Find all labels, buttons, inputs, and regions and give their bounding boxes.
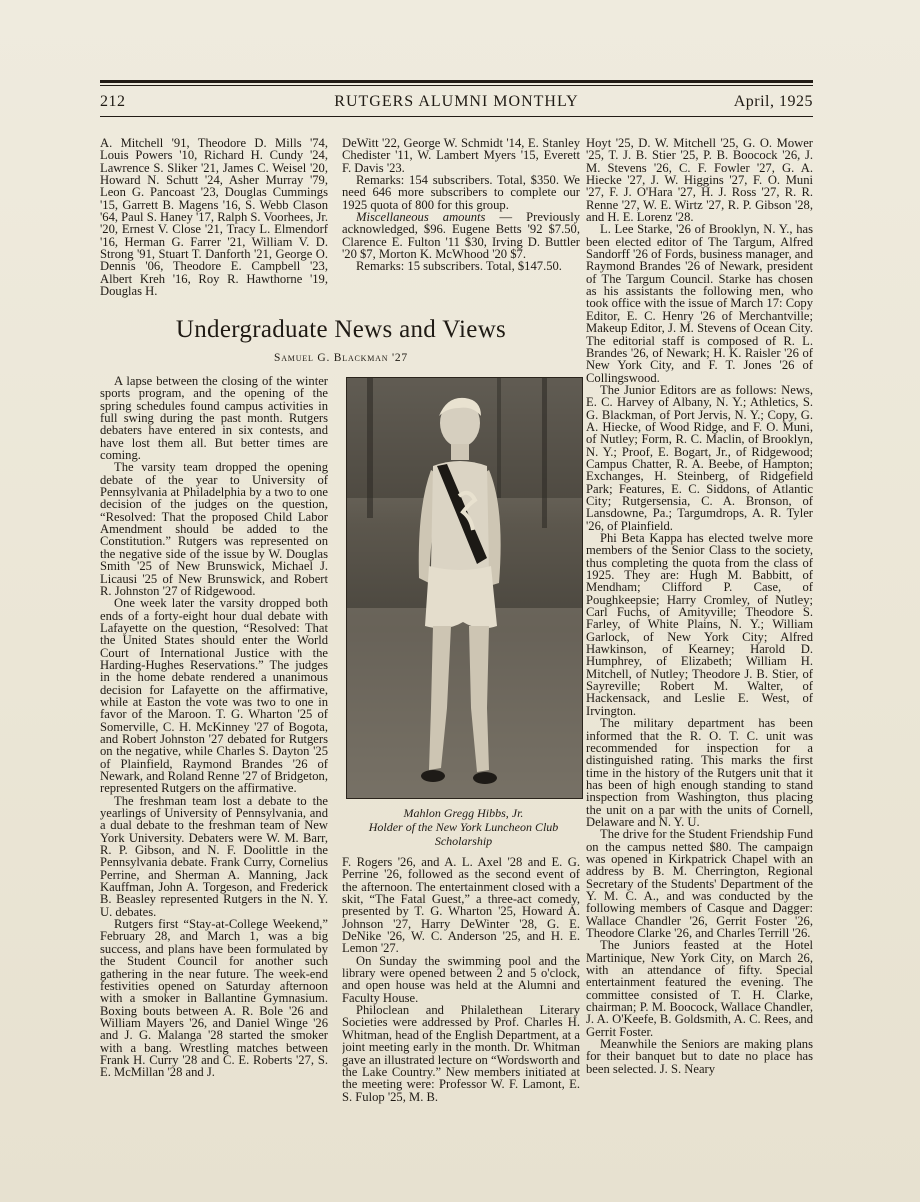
article-paragraph: On Sunday the swimming pool and the library were opened between 2 and 5 o'clock, and open house was held at the Alumni and Faculty House. [342,953,580,1005]
header-rule-thin [100,85,813,86]
article-paragraph: The drive for the Student Friendship Fund on the campus netted $80. The campaign was opened in Kirkpatrick Chapel with an address by B. M. Cherrington, Regional Secretary of the Students' Department of the Y. M. C. A., and was conducted by the following members of Casque and Dagger: Wallace Chandler '26, Gerrit Foster '26, Theodore Clarke '26, and Charles Terrill '26. [586,827,813,940]
caption-description: Holder of the New York Luncheon Club Scholarship [368,820,559,848]
article-paragraph: Hoyt '25, D. W. Mitchell '25, G. O. Mower '25, T. J. B. Stier '25, P. B. Boocock '26, J. M. Stevens '26, C. F. Fowler '27, G. A. Hiecke '27, J. W. Higgins '27, F. O. Muni '27, F. J. O'Hara '27, H. J. Ross '27, R. R. Renne '27, W. E. Wirtz '27, R. P. Gibson '28, and H. E. Lorenz '28. [586,137,813,225]
article-paragraph: The Juniors feasted at the Hotel Martinique, New York City, on March 26, with an attendance of fifty. Special entertainment featured the evening. The committee consisted of T. H. Clarke, chairman; P. M. Boocock, Wallace Chandler, J. A. O'Keefe, B. Goldsmith, A. C. Rees, and Gerrit Foster. [586,938,813,1039]
article-paragraph: The varsity team dropped the opening debate of the year to University of Pennsylvania at Philadelphia by a two to one decision of the judges on the question, “Resolved: That the proposed Child Labor Amendment should be added to the Constitution.” Rutgers was represented on the negative side of the issue by W. Douglas Smith '25 of New Brunswick, Michael J. Licausi '25 of New Brunswick, and Robert R. Johnston '27 of Ridgewood. [100,460,328,598]
article-paragraph: Meanwhile the Seniors are making plans for their banquet but to date no place has been selected. J. S. Neary [586,1037,813,1076]
col1-continued-list [100,137,328,305]
article-byline: Samuel G. Blackman '27 [274,352,408,364]
remarks-2: Remarks: 15 subscribers. Total, $147.50. [356,259,562,274]
col2-continued-list [342,137,580,305]
article-paragraph: One week later the varsity dropped both ends of a forty-eight hour dual debate with Lafayette on the question, “Resolved: That the United States should enter the World Court of International Justice with the Harding-Hughes Reservations.” The judges in the home debate rendered a unanimous decision for Lafayette on the affirmative, while at Easton the vote was two to one in favor of the Maroon. T. G. Wharton '25 of Somerville, C. H. McKinney '27 of Bogota, and Robert Johnston '27 debated for Rutgers on the negative, while Charles S. Dayton '25 of Plainfield, Raymond Brandes '26 of Newark, and Roland Renne '27 of Bridgeton, represented Rutgers on the affirmative. [100,596,328,796]
athlete-photo-illustration [347,378,582,798]
col1-article [100,375,328,1142]
subscriber-names-cont: DeWitt '22, George W. Schmidt '14, E. Stanley Chedister '11, W. Lambert Myers '15, Everett F. Davis '23. [342,137,580,175]
journal-title: RUTGERS ALUMNI MONTHLY [334,93,579,110]
athlete-photo [346,377,583,799]
caption-name: Mahlon Gregg Hibbs, Jr. [403,806,524,820]
article-paragraph: Phi Beta Kappa has elected twelve more members of the Senior Class to the society, thus completing the quota from the class of 1925. They are: Hugh M. Babbitt, of Mendham; Clifford P. Case, of Poughkeepsie; Harry Cromley, of Nutley; Carl Fuchs, of Amityville; Theodore S. Farley, of White Plains, N. Y.; William Garlock, of New York City; Alfred Hawkinson, of Kearney; Harold D. Humphrey, of Elizabeth; William H. Mitchell, of Nutley; Theodore J. B. Stier, of Sayreville; Robert M. Walter, of Hackensack, and Leslie E. West, of Irvington. [586,531,813,718]
article-paragraph: The Junior Editors are as follows: News, E. C. Harvey of Albany, N. Y.; Athletics, S. G. Blackman, of Port Jervis, N. Y.; Copy, G. A. Hiecke, of Wood Ridge, and F. O. Muni, of Nutley; Form, R. C. Maclin, of Brooklyn, N. Y.; Proof, E. Bogart, Jr., of Ridgewood; Campus Chatter, R. A. Beebe, of Hampton; Exchanges, H. Steinberg, of Ridgefield Park; Features, E. C. Siddons, of Atlantic City; Rutgersensia, C. A. Bronson, of Lansdowne, Pa.; Targumdrops, A. R. Tyler '26, of Plainfield. [586,382,813,533]
misc-label: Miscellaneous amounts [356,210,486,225]
col3-article [586,137,813,1142]
page-number: 212 [100,93,126,110]
article-paragraph: Philoclean and Philalethean Literary Societies were addressed by Prof. Charles H. Whitman, head of the English Department, at a joint meeting early in the month. Dr. Whitman gave an illustrated lecture on “Wordsworth and the Lake Country.” New members initiated at the meeting were: Professor W. F. Lamont, E. S. Fulop '25, M. B. [342,1003,580,1104]
article-title: Undergraduate News and Views [175,316,507,343]
photo-caption [346,806,581,848]
col2-article [342,856,580,1142]
misc-amounts [342,211,580,260]
subscriber-names: A. Mitchell '91, Theodore D. Mills '74, Louis Powers '10, Richard H. Cundy '24, Lawrence S. Sliker '21, James C. Weisel '20, Howard N. Schutt '24, Asher Murray '79, Leon G. Pancoast '23, Douglas Cummings '15, Garrett B. Magens '16, S. Webb Clason '64, Paul S. Haney '17, Ralph S. Voorhees, Jr. '20, Ernest V. Close '21, Tracy L. Elmendorf '16, Herman G. Farrer '21, William V. D. Strong '91, Stuart T. Danforth '21, George O. Dennis '06, Theodore E. Campbell '23, Albert Kreh '16, Roy R. Hawthorne '19, Douglas H. [100,137,328,299]
remarks-1: Remarks: 154 subscribers. Total, $350. We need 646 more subscribers to complete our 1925 quota of 800 for this group. [342,173,580,212]
article-paragraph: Rutgers first “Stay-at-College Weekend,” February 28, and March 1, was a big success, and plans have been formulated by the Student Council for another such gathering in the near future. The week-end festivities opened on Saturday afternoon with a smoker in Ballantine Gymnasium. Boxing bouts between A. R. Bole '26 and William Mayers '26, and Daniel Winge '26 and J. G. Malanga '28 started the smoker with a bang. Wrestling matches between Frank H. Curry '28 and C. E. Roberts '27, S. E. McMillan '28 and J. [100,917,328,1080]
article-paragraph: The military department has been informed that the R. O. T. C. unit was recommended for inspection for a distinguished rating. This marks the first time in the history of the Rutgers unit that it has been of high enough standing to stand inspection from Washington, thus placing the unit on a par with the units of Cornell, Delaware and N. Y. U. [586,716,813,829]
issue-date: April, 1925 [733,93,813,110]
article-paragraph: The freshman team lost a debate to the yearlings of University of Pennsylvania, and a dual debate to the freshman team of New York University. Debaters were W. M. Barr, R. P. Gibson, and N. F. Doolittle in the Pennsylvania debate. Frank Curry, Cornelius Perrine, and Sherman A. Manning, Jack Kauffman, John A. Torgeson, and Frederick B. Beasley represented Rutgers in the N. Y. U. debates. [100,793,328,919]
article-paragraph: F. Rogers '26, and A. L. Axel '28 and E. G. Perrine '26, followed as the second event of the afternoon. The entertainment closed with a skit, “The Fatal Guest,” a three-act comedy, presented by T. G. Wharton '25, Howard A. Johnson '27, Harry DeWinter '28, G. E. DeNike '26, W. C. Anderson '25, and H. E. Lemon '27. [342,856,580,956]
article-paragraph: L. Lee Starke, '26 of Brooklyn, N. Y., has been elected editor of The Targum, Alfred Sandorff '26 of Fords, business manager, and Raymond Brandes '26 of Newark, president of The Targum Council. Starke has chosen as his assistants the following men, who took office with the issue of March 17: Copy Editor, E. C. Henry '26 of Merchantville; Makeup Editor, J. M. Stevens of Ocean City. The editorial staff is composed of R. L. Brandes '26, of Newark; H. K. Raisler '26 of New York City, and F. T. Jones '26 of Collingswood. [586,222,813,385]
article-paragraph: A lapse between the closing of the winter sports program, and the opening of the spring schedules found campus activities in full swing during the past month. Rutgers debaters have entered in six contests, and have lost them all. But better times are coming. [100,375,328,463]
header-rule-thick [100,80,813,83]
header-rule-bottom [100,116,813,117]
misc-text: — Previously acknowledged, $96. Eugene Betts '92 $7.50, Clarence E. Fulton '11 $30, Irving D. Buttler '20 $7, Morton K. McWhood '20 $7. [342,210,580,262]
